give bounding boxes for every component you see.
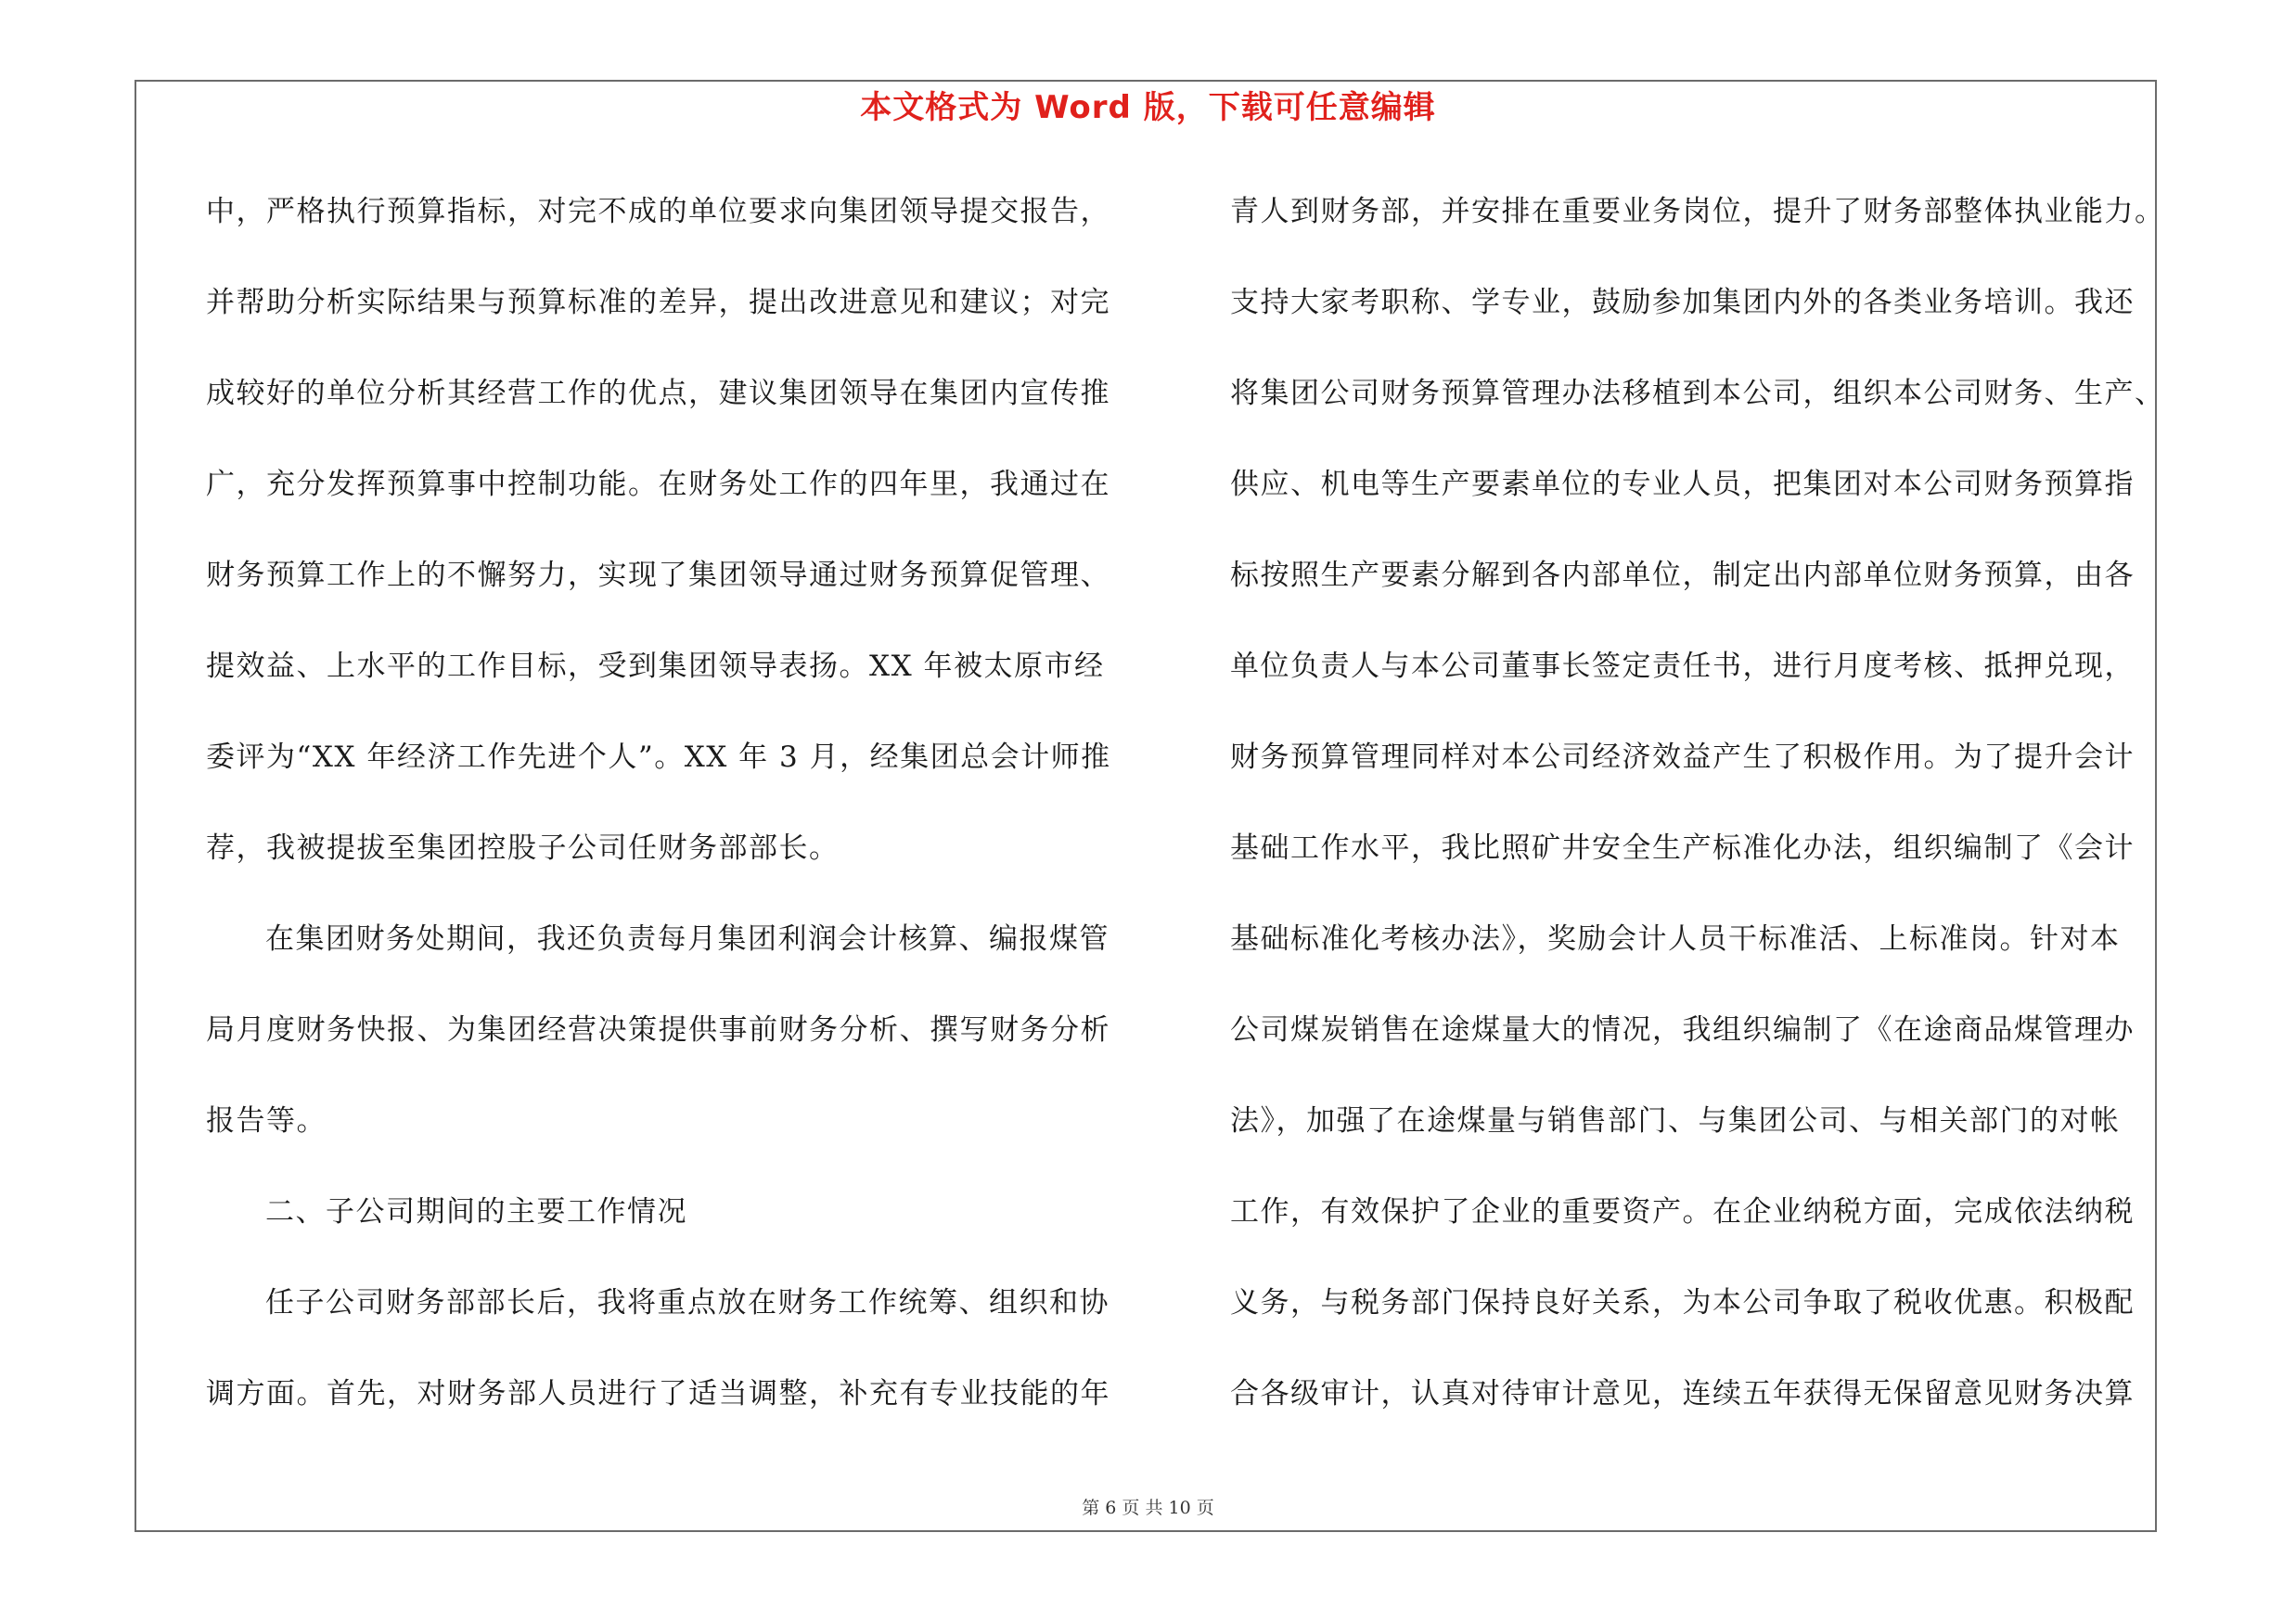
text-line: 中，严格执行预算指标，对完不成的单位要求向集团领导提交报告， (206, 195, 1110, 228)
paragraph-start-line: 任子公司财务部部长后，我将重点放在财务工作统筹、组织和协 (265, 1286, 1110, 1320)
text-line: 并帮助分析实际结果与预算标准的差异，提出改进意见和建议；对完 (206, 286, 1110, 319)
paragraph-start-line: 在集团财务处期间，我还负责每月集团利润会计核算、编报煤管 (265, 922, 1110, 956)
text-line: 调方面。首先，对财务部人员进行了适当调整，补充有专业技能的年 (206, 1377, 1110, 1410)
format-banner: 本文格式为 Word 版，下载可任意编辑 (860, 89, 1436, 126)
text-line: 义务，与税务部门保持良好关系，为本公司争取了税收优惠。积极配 (1230, 1286, 2135, 1320)
text-line: 将集团公司财务预算管理办法移植到本公司，组织本公司财务、生产、 (1230, 377, 2165, 410)
text-line: 青人到财务部，并安排在重要业务岗位，提升了财务部整体执业能力。 (1230, 195, 2165, 228)
right-text-column (1230, 182, 2165, 1455)
text-line: 财务预算工作上的不懈努力，实现了集团领导通过财务预算促管理、 (206, 559, 1110, 592)
text-line: 成较好的单位分析其经营工作的优点，建议集团领导在集团内宣传推 (206, 377, 1110, 410)
text-line: 公司煤炭销售在途煤量大的情况，我组织编制了《在途商品煤管理办 (1230, 1013, 2135, 1047)
text-line: 法》，加强了在途煤量与销售部门、与集团公司、与相关部门的对帐 (1230, 1104, 2121, 1138)
text-line: 广，充分发挥预算事中控制功能。在财务处工作的四年里，我通过在 (206, 468, 1110, 501)
text-line: 单位负责人与本公司董事长签定责任书，进行月度考核、抵押兑现， (1230, 650, 2135, 683)
text-line: 委评为“XX 年经济工作先进个人”。XX 年 3 月，经集团总会计师推 (206, 741, 1111, 774)
text-line: 基础工作水平，我比照矿井安全生产标准化办法，组织编制了《会计 (1230, 831, 2135, 865)
text-line: 财务预算管理同样对本公司经济效益产生了积极作用。为了提升会计 (1230, 741, 2135, 774)
text-line: 提效益、上水平的工作目标，受到集团领导表扬。XX 年被太原市经 (206, 650, 1105, 683)
text-line: 荐，我被提拔至集团控股子公司任财务部部长。 (206, 831, 840, 865)
section-heading: 二、子公司期间的主要工作情况 (265, 1195, 687, 1229)
text-line: 供应、机电等生产要素单位的专业人员，把集团对本公司财务预算指 (1230, 468, 2135, 501)
text-line: 合各级审计，认真对待审计意见，连续五年获得无保留意见财务决算 (1230, 1377, 2135, 1410)
text-line: 标按照生产要素分解到各内部单位，制定出内部单位财务预算，由各 (1230, 559, 2135, 592)
text-line: 工作，有效保护了企业的重要资产。在企业纳税方面，完成依法纳税 (1230, 1195, 2135, 1229)
left-text-column (206, 182, 1171, 1455)
text-line: 报告等。 (206, 1104, 327, 1138)
text-line: 基础标准化考核办法》，奖励会计人员干标准活、上标准岗。针对本 (1230, 922, 2121, 956)
text-line: 支持大家考职称、学专业，鼓励参加集团内外的各类业务培训。我还 (1230, 286, 2135, 319)
page-number: 第 6 页 共 10 页 (1082, 1498, 1214, 1518)
text-line: 局月度财务快报、为集团经营决策提供事前财务分析、撰写财务分析 (206, 1013, 1110, 1047)
